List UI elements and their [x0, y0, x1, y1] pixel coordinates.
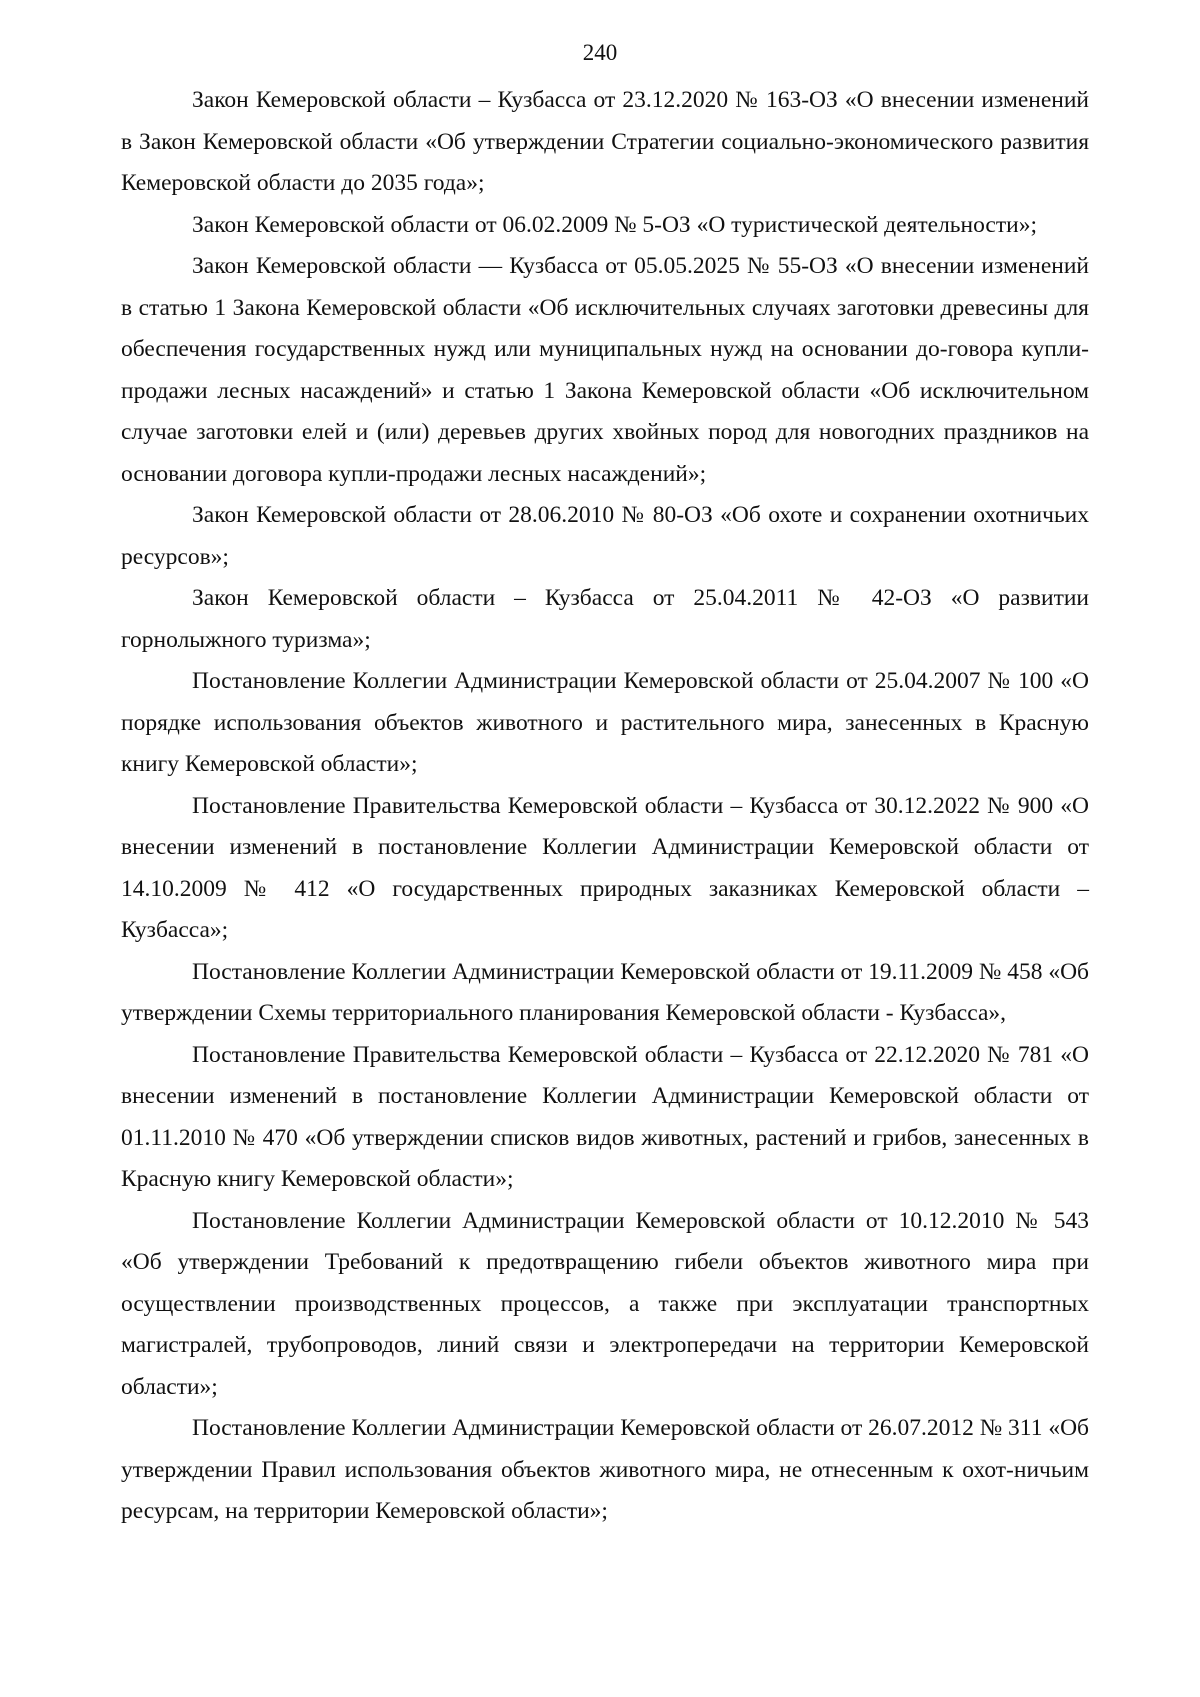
paragraph-resolution-311: Постановление Коллегии Администрации Кемеровской области от 26.07.2012 № 311 «Об утверждении Правил использования объектов животного мира, не отнесенным к охот-ничьим ресурсам, на территории Кемеровской области»; — [121, 1415, 1089, 1524]
paragraph-law-80-oz: Закон Кемеровской области от 28.06.2010 № 80-ОЗ «Об охоте и сохранении охотничьих ресурсов»; — [121, 502, 1089, 570]
page-number: 240 — [582, 40, 618, 65]
paragraph-resolution-100: Постановление Коллегии Администрации Кемеровской области от 25.04.2007 № 100 «О порядке использования объектов животного и растительного мира, занесенных в Красную книгу Кемеровской области»; — [121, 668, 1089, 777]
paragraph-law-5-oz: Закон Кемеровской области от 06.02.2009 № 5-ОЗ «О туристической деятельности»; — [192, 211, 1037, 238]
paragraph-law-42-oz: Закон Кемеровской области – Кузбасса от 25.04.2011 № 42-ОЗ «О развитии горнолыжного туризма»; — [121, 585, 1089, 653]
paragraph-resolution-900: Постановление Правительства Кемеровской области – Кузбасса от 30.12.2022 № 900 «О внесении изменений в постановление Коллегии Администрации Кемеровской области от 14.10.2009 № 412 «О государственных природных заказниках Кемеровской области – Кузбасса»; — [121, 792, 1089, 943]
paragraph-resolution-781: Постановление Правительства Кемеровской области – Кузбасса от 22.12.2020 № 781 «О внесении изменений в постановление Коллегии Администрации Кемеровской области от 01.11.2010 № 470 «Об утверждении списков видов животных, растений и грибов, занесенных в Красную книгу Кемеровской области»; — [121, 1041, 1089, 1192]
paragraph-law-163-oz: Закон Кемеровской области – Кузбасса от 23.12.2020 № 163-ОЗ «О внесении изменений в Закон Кемеровской области «Об утверждении Стратегии социально-экономического развития Кемеровской области до 2035 года»; — [121, 87, 1089, 196]
paragraph-resolution-543: Постановление Коллегии Администрации Кемеровской области от 10.12.2010 № 543 «Об утверждении Требований к предотвращению гибели объектов животного мира при осуществлении производственных процессов, а также при эксплуатации транспортных магистралей, трубопроводов, линий связи и электропередачи на территории Кемеровской области»; — [121, 1207, 1089, 1400]
paragraph-law-55-oz: Закон Кемеровской области — Кузбасса от 05.05.2025 № 55-ОЗ «О внесении изменений в статью 1 Закона Кемеровской области «Об исключительных случаях заготовки древесины для обеспечения государственных нужд или муниципальных нужд на основании до-говора купли-продажи лесных насаждений» и статью 1 Закона Кемеровской области «Об исключительном случае заготовки елей и (или) деревьев других хвойных пород для новогодних праздников на основании договора купли-продажи лесных насаждений»; — [121, 253, 1089, 487]
paragraph-resolution-458: Постановление Коллегии Администрации Кемеровской области от 19.11.2009 № 458 «Об утверждении Схемы территориального планирования Кемеровской области - Кузбасса», — [121, 958, 1089, 1026]
document-body — [121, 80, 1089, 1533]
